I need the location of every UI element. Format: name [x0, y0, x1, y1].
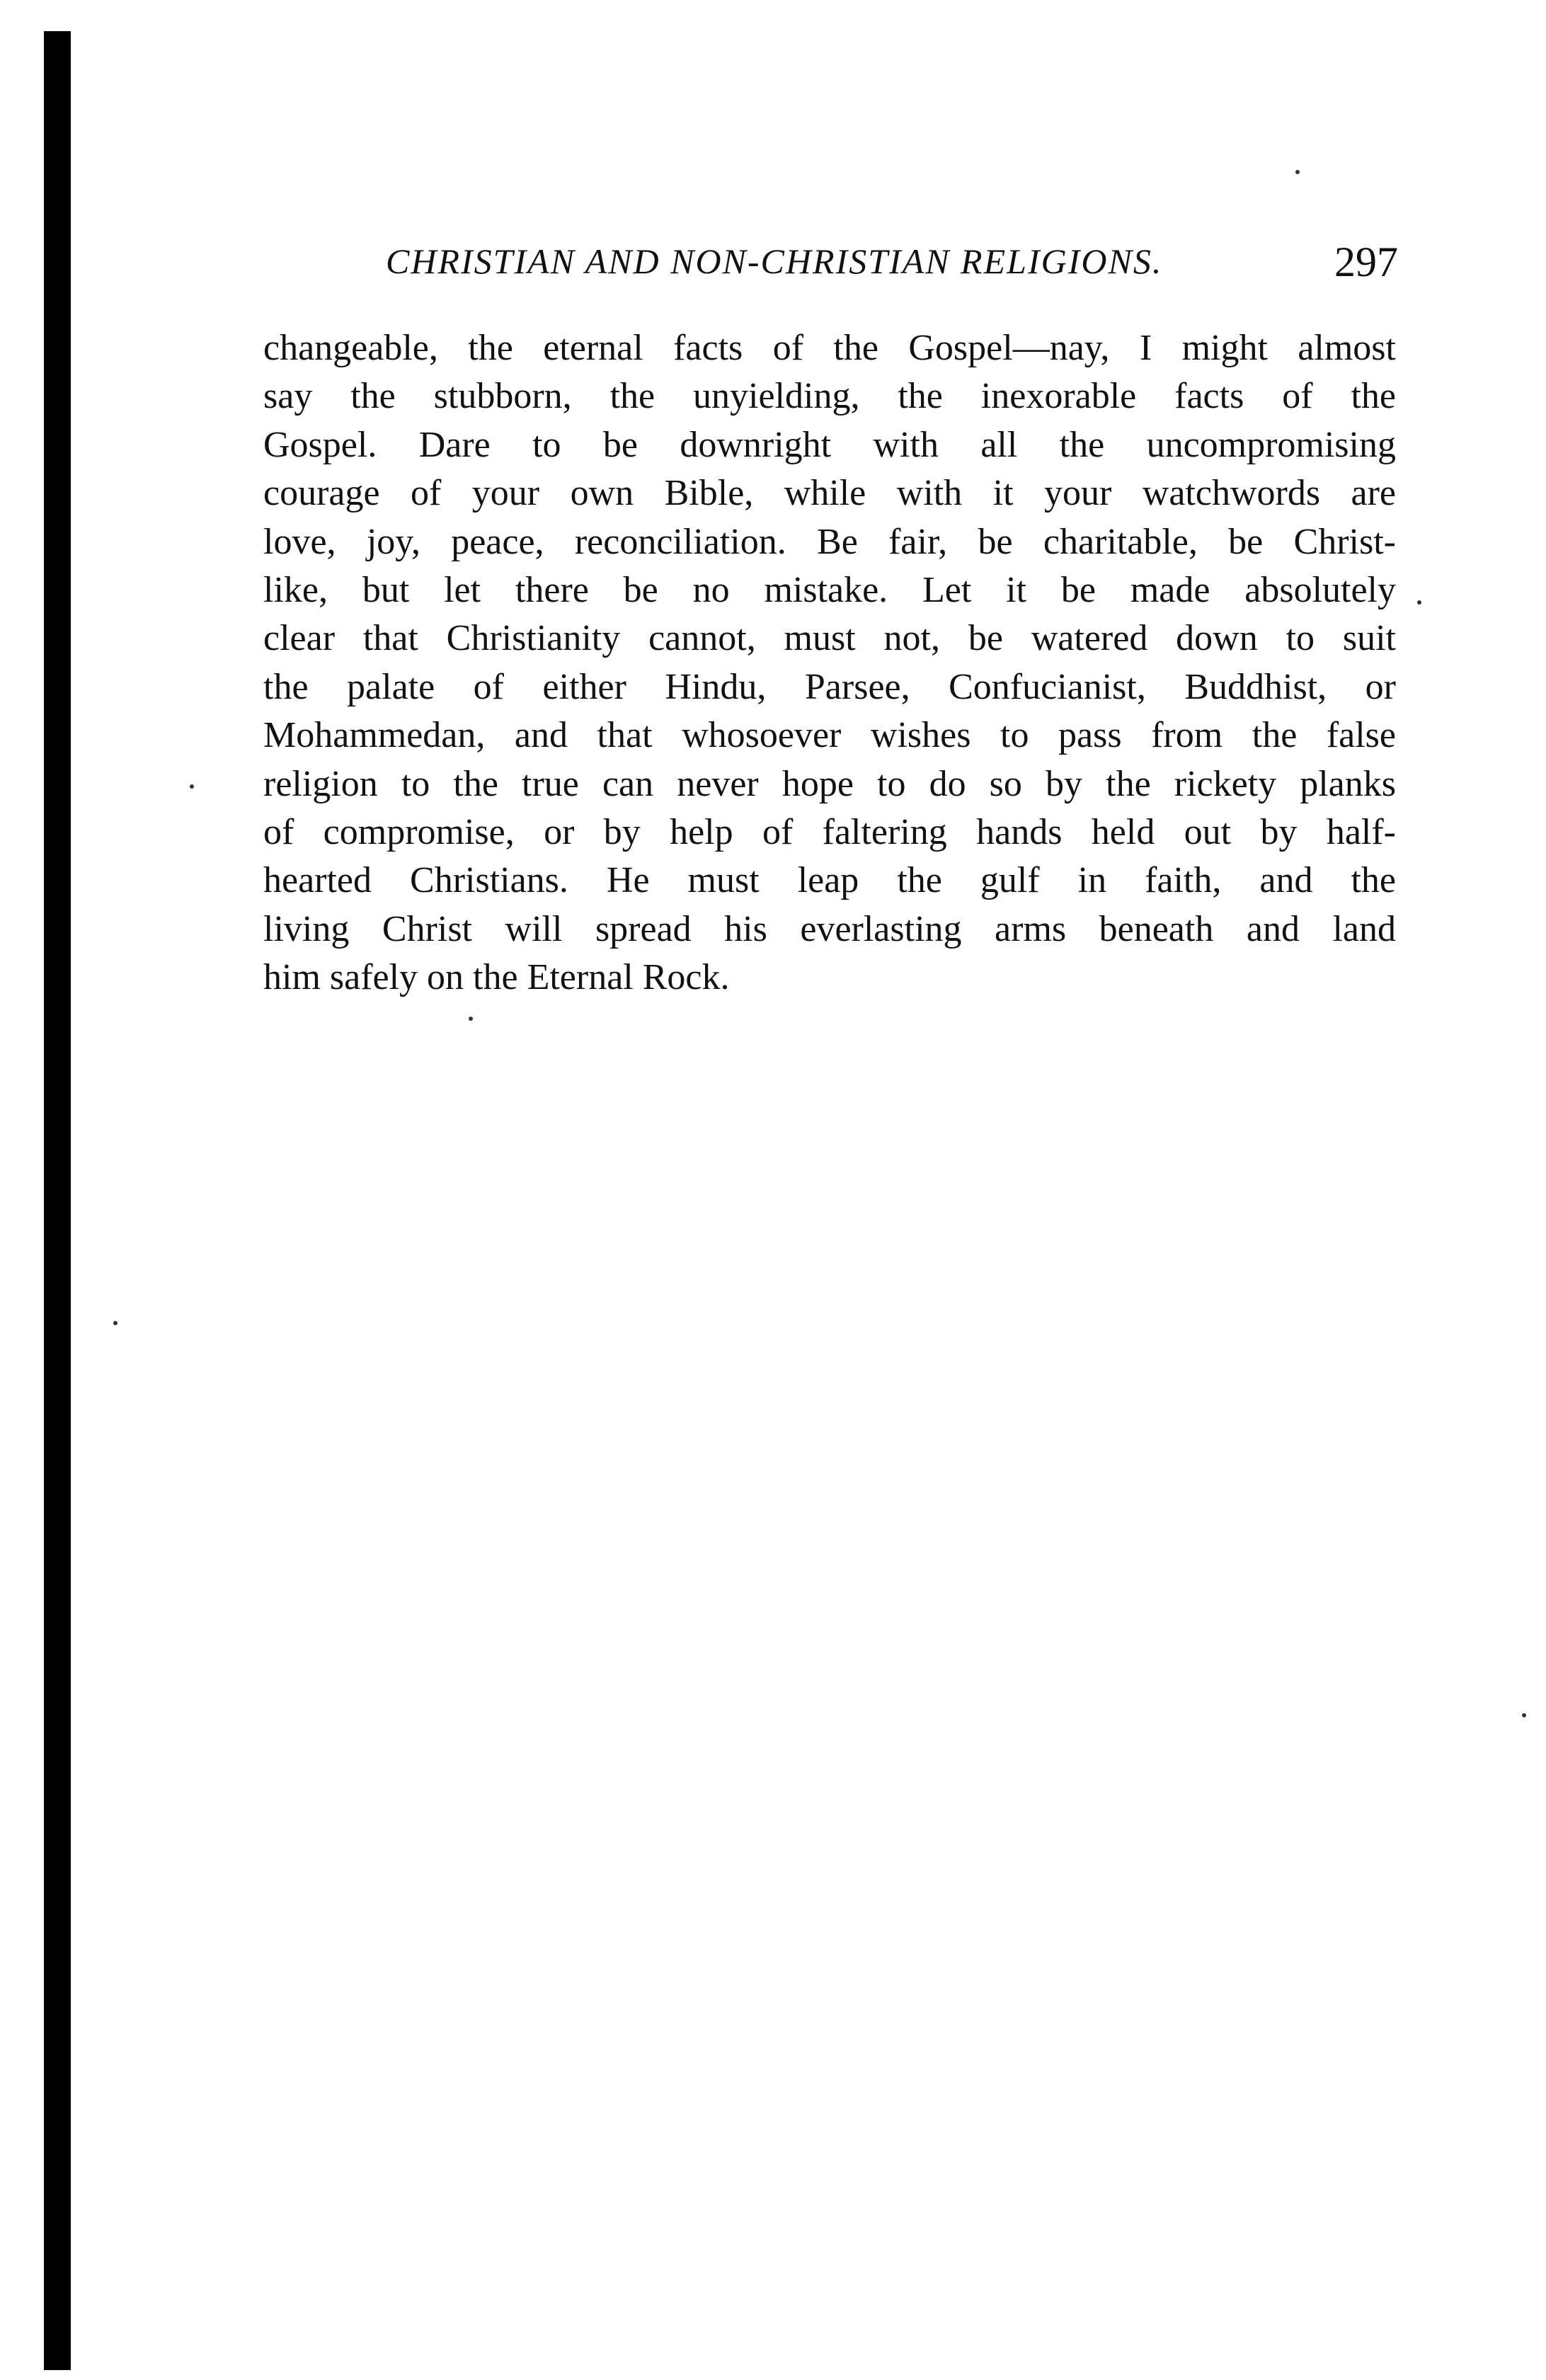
body-paragraph [263, 324, 1396, 1002]
page-number: 297 [1334, 239, 1398, 285]
scan-speck [1417, 600, 1421, 605]
text-line: Gospel. Dare to be downright with all the uncompromising [263, 424, 1396, 465]
running-head: CHRISTIAN AND NON-CHRISTIAN RELIGIONS. [386, 241, 1163, 281]
text-line: say the stubborn, the unyielding, the inexorable facts of the [263, 376, 1396, 417]
text-line: Mohammedan, and that whosoever wishes to pass from the false [263, 715, 1396, 756]
text-line: love, joy, peace, reconciliation. Be fair, be charitable, be Christ- [263, 521, 1396, 562]
text-line: living Christ will spread his everlasting arms beneath and land [263, 908, 1396, 949]
text-line: like, but let there be no mistake. Let it be made absolutely [263, 569, 1396, 610]
scan-speck [469, 1017, 473, 1021]
binding-edge [44, 31, 71, 2370]
text-line: religion to the true can never hope to do so by the rickety planks [263, 763, 1396, 804]
text-line: of compromise, or by help of faltering hands held out by half- [263, 811, 1396, 852]
text-line: courage of your own Bible, while with it your watchwords are [263, 473, 1396, 514]
scan-speck [190, 784, 194, 789]
text-line: changeable, the eternal facts of the Gospel—nay, I might almost [263, 328, 1396, 368]
text-line: him safely on the Eternal Rock. [263, 957, 730, 998]
text-line: clear that Christianity cannot, must not, be watered down to suit [263, 618, 1396, 659]
scan-speck [1295, 170, 1300, 174]
scan-speck [1522, 1713, 1526, 1717]
page-header [386, 241, 1398, 297]
text-line: the palate of either Hindu, Parsee, Confucianist, Buddhist, or [263, 666, 1396, 707]
text-line: hearted Christians. He must leap the gulf in faith, and the [263, 860, 1396, 901]
scan-speck [113, 1321, 118, 1325]
